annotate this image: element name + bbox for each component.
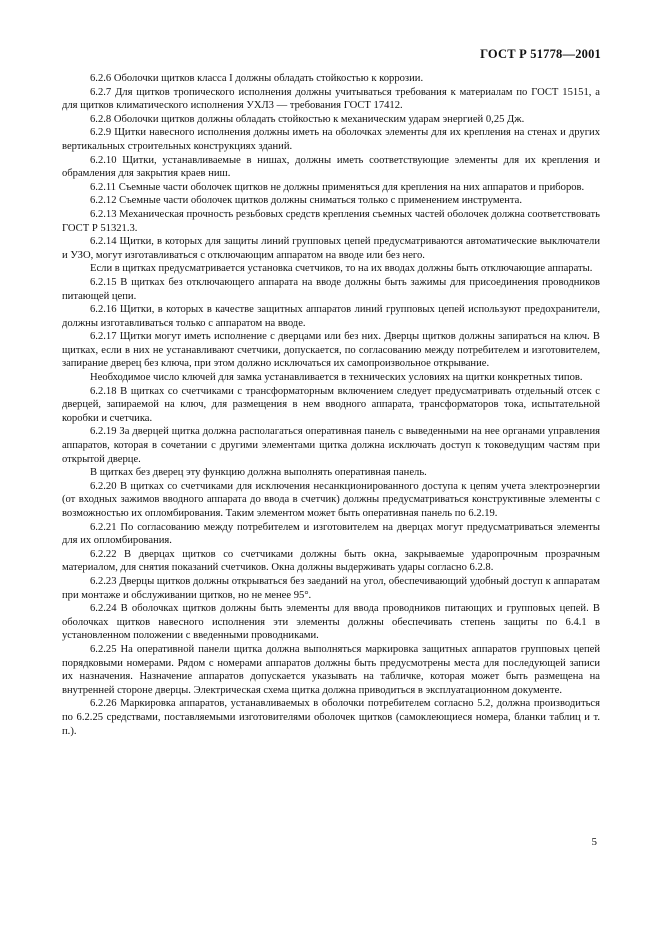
paragraph-6-2-12: 6.2.12 Съемные части оболочек щитков должны сниматься только с применением инструмента.: [90, 195, 523, 207]
paragraph-6-2-22: 6.2.22 В дверцах щитков со счетчиками должны быть окна, закрываемые ударопрочным прозрачным материалом, для снятия показаний счетчиков. Окна должны выдерживать удары согласно 6.2.8.: [62, 548, 600, 574]
paragraph-6-2-14: 6.2.14 Щитки, в которых для защиты линий групповых цепей предусматриваются автоматические выключатели и УЗО, могут изготавливаться с отключающим аппаратом на вводе или без него.: [62, 236, 600, 261]
paragraph-6-2-7: 6.2.7 Для щитков тропического исполнения должны учитываться требования к материалам по ГОСТ 15151, а для щитков климатического исполнения УХЛ3 — требования ГОСТ 17412.: [62, 86, 600, 112]
paragraph-6-2-25: 6.2.25 На оперативной панели щитка должна выполняться маркировка защитных аппаратов групповых цепей порядковыми номерами. Рядом с номерами аппаратов должны быть предусмотрены места для последующей записи их назначения. Назначение аппаратов допускается указывать на табличке, которая может быть размещена на внутренней стороне дверцы. Электрическая схема щитка должна приводиться в эксплуатационном документе.: [62, 643, 600, 696]
document-body: [62, 72, 600, 738]
paragraph-6-2-10: 6.2.10 Щитки, устанавливаемые в нишах, должны иметь соответствующие элементы для их крепления и обрамления для закрытия краев ниш.: [62, 154, 600, 180]
paragraph-6-2-11: 6.2.11 Съемные части оболочек щитков не должны применяться для крепления на них аппаратов и приборов.: [90, 181, 585, 193]
paragraph-6-2-8: 6.2.8 Оболочки щитков должны обладать стойкостью к механическим ударам энергией 0,25 Дж.: [90, 113, 525, 125]
paragraph-6-2-19: 6.2.19 За дверцей щитка должна располагаться оперативная панель с выведенными на нее органами управления аппаратов, которая в сочетании с другими элементами щитка должна исключать доступ к токоведущим частям при открытой дверце.: [62, 426, 600, 465]
paragraph-6-2-6: 6.2.6 Оболочки щитков класса I должны обладать стойкостью к коррозии.: [90, 73, 424, 84]
paragraph-6-2-26: 6.2.26 Маркировка аппаратов, устанавливаемых в оболочки потребителем согласно 5.2, должна производиться по 6.2.25 средствами, поставляемыми изготовителями оболочек щитков (самоклеющиеся номера, бланки таблиц и т. п.).: [62, 698, 600, 737]
document-header: ГОСТ Р 51778—2001: [480, 47, 601, 61]
paragraph-6-2-9: 6.2.9 Щитки навесного исполнения должны иметь на оболочках элементы для их крепления на стенах и других вертикальных строительных конструкциях зданий.: [62, 127, 600, 152]
paragraph-6-2-18: 6.2.18 В щитках со счетчиками с трансформаторным включением следует предусматривать отдельный отсек с дверцей, запираемой на ключ, для размещения в нем вводного аппарата, трансформаторов тока, испытательной коробки и счетчика.: [62, 385, 600, 424]
paragraph-6-2-20: 6.2.20 В щитках со счетчиками для исключения несанкционированного доступа к цепям учета электроэнергии (от входных зажимов вводного аппарата до ввода в счетчик) должны предусматриваться конструктивные элементы с возможностью их опломбирования. Таким элементом может быть оперативная панель по 6.2.19.: [62, 480, 600, 519]
paragraph-6-2-16: 6.2.16 Щитки, в которых в качестве защитных аппаратов линий групповых цепей используют предохранители, должны изготавливаться только с аппаратом на вводе.: [62, 304, 600, 329]
paragraph-6-2-24: 6.2.24 В оболочках щитков должны быть элементы для ввода проводников питающих и групповых цепей. В оболочках щитков навесного исполнения эти элементы должны обеспечивать степень защиты по 6.4.1 в установленном положении с введенными проводниками.: [62, 603, 600, 642]
page-number: 5: [591, 836, 597, 848]
paragraph-6-2-17: 6.2.17 Щитки могут иметь исполнение с дверцами или без них. Дверцы щитков должны запираться на ключ. В щитках, если в них не устанавливают счетчики, допускается, по согласованию между потребителем и изготовителем, запирание дверец без ключа, при этом должно исключаться их самопроизвольное открывание.: [62, 331, 600, 370]
paragraph-6-2-15: 6.2.15 В щитках без отключающего аппарата на вводе должны быть зажимы для присоединения проводников питающей цепи.: [62, 276, 600, 302]
paragraph-6-2-23: 6.2.23 Дверцы щитков должны открываться без заеданий на угол, обеспечивающий удобный доступ к аппаратам при монтаже и обслуживании щитков, но не менее 95°.: [62, 575, 600, 601]
paragraph-6-2-17-cont: Необходимое число ключей для замка устанавливается в технических условиях на щитки конкретных типов.: [90, 372, 583, 384]
paragraph-6-2-21: 6.2.21 По согласованию между потребителем и изготовителем на дверцах могут предусматриваться элементы для их опломбирования.: [62, 521, 600, 547]
paragraph-6-2-13: 6.2.13 Механическая прочность резьбовых средств крепления съемных частей оболочек должна соответствовать ГОСТ Р 51321.3.: [62, 208, 600, 234]
paragraph-6-2-19-cont: В щитках без дверец эту функцию должна выполнять оперативная панель.: [90, 467, 427, 479]
paragraph-6-2-14-cont: Если в щитках предусматривается установка счетчиков, то на их вводах должны быть отключающие аппараты.: [90, 263, 593, 275]
